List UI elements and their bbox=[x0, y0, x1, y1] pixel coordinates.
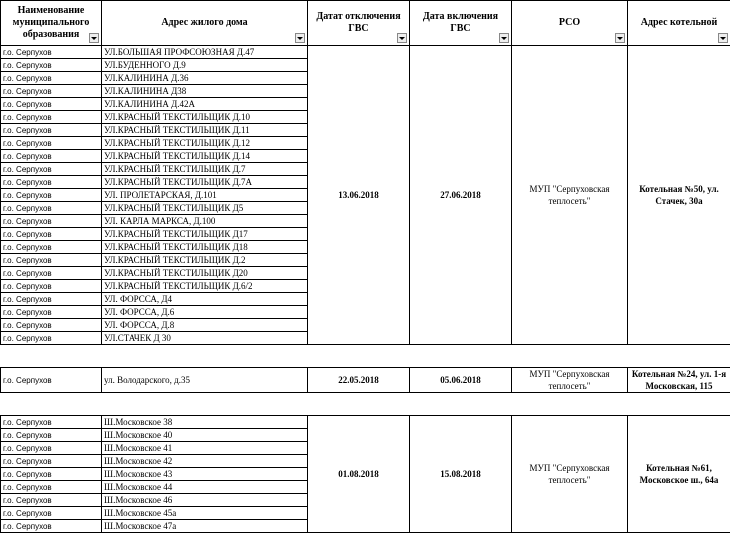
header-address: Адрес жилого дома bbox=[102, 1, 308, 46]
address-cell: УЛ.КАЛИНИНА Д.36 bbox=[102, 72, 308, 85]
rso-cell: МУП "Серпуховская теплосеть" bbox=[512, 46, 628, 345]
table-row bbox=[1, 416, 730, 429]
municipality-cell: г.о. Серпухов bbox=[1, 280, 102, 293]
municipality-cell: г.о. Серпухов bbox=[1, 176, 102, 189]
municipality-cell: г.о. Серпухов bbox=[1, 319, 102, 332]
address-cell: Ш.Московское 45а bbox=[102, 507, 308, 520]
on-date-cell: 27.06.2018 bbox=[410, 46, 512, 345]
municipality-cell: г.о. Серпухов bbox=[1, 137, 102, 150]
filter-dropdown-icon[interactable] bbox=[499, 33, 509, 43]
municipality-cell: г.о. Серпухов bbox=[1, 46, 102, 59]
municipality-cell: г.о. Серпухов bbox=[1, 293, 102, 306]
address-cell: УЛ. ФОРССА, Д4 bbox=[102, 293, 308, 306]
municipality-cell: г.о. Серпухов bbox=[1, 468, 102, 481]
address-cell: УЛ.СТАЧЕК Д 30 bbox=[102, 332, 308, 345]
municipality-cell: г.о. Серпухов bbox=[1, 442, 102, 455]
address-cell: УЛ.КРАСНЫЙ ТЕКСТИЛЬЩИК Д.14 bbox=[102, 150, 308, 163]
rso-cell: МУП "Серпуховская теплосеть" bbox=[512, 416, 628, 533]
address-cell: УЛ. КАРЛА МАРКСА, Д.100 bbox=[102, 215, 308, 228]
spacer-cell bbox=[1, 393, 730, 416]
address-cell: УЛ.БОЛЬШАЯ ПРОФСОЮЗНАЯ Д.47 bbox=[102, 46, 308, 59]
municipality-cell: г.о. Серпухов bbox=[1, 455, 102, 468]
municipality-cell: г.о. Серпухов bbox=[1, 85, 102, 98]
municipality-cell: г.о. Серпухов bbox=[1, 111, 102, 124]
municipality-cell: г.о. Серпухов bbox=[1, 267, 102, 280]
header-row bbox=[1, 1, 730, 46]
address-cell: УЛ.КРАСНЫЙ ТЕКСТИЛЬЩИК Д.7 bbox=[102, 163, 308, 176]
off-date-cell: 22.05.2018 bbox=[308, 368, 410, 393]
boiler-cell: Котельная №24, ул. 1-я Московская, 115 bbox=[628, 368, 730, 393]
address-cell: УЛ.КРАСНЫЙ ТЕКСТИЛЬЩИК Д.11 bbox=[102, 124, 308, 137]
address-cell: УЛ.КРАСНЫЙ ТЕКСТИЛЬЩИК Д5 bbox=[102, 202, 308, 215]
municipality-cell: г.о. Серпухов bbox=[1, 368, 102, 393]
address-cell: Ш.Московское 44 bbox=[102, 481, 308, 494]
address-cell: УЛ.КРАСНЫЙ ТЕКСТИЛЬЩИК Д20 bbox=[102, 267, 308, 280]
address-cell: УЛ.КРАСНЫЙ ТЕКСТИЛЬЩИК Д.12 bbox=[102, 137, 308, 150]
address-cell: УЛ.БУДЕННОГО Д.9 bbox=[102, 59, 308, 72]
municipality-cell: г.о. Серпухов bbox=[1, 98, 102, 111]
municipality-cell: г.о. Серпухов bbox=[1, 254, 102, 267]
municipality-cell: г.о. Серпухов bbox=[1, 332, 102, 345]
address-cell: Ш.Московское 42 bbox=[102, 455, 308, 468]
header-rso: РСО bbox=[512, 1, 628, 46]
address-cell: УЛ.КРАСНЫЙ ТЕКСТИЛЬЩИК Д.7А bbox=[102, 176, 308, 189]
filter-dropdown-icon[interactable] bbox=[615, 33, 625, 43]
filter-dropdown-icon[interactable] bbox=[89, 33, 99, 43]
address-cell: Ш.Московское 47а bbox=[102, 520, 308, 533]
address-cell: Ш.Московское 41 bbox=[102, 442, 308, 455]
address-cell: УЛ.КАЛИНИНА Д.42А bbox=[102, 98, 308, 111]
municipality-cell: г.о. Серпухов bbox=[1, 520, 102, 533]
address-cell: УЛ.КРАСНЫЙ ТЕКСТИЛЬЩИК Д18 bbox=[102, 241, 308, 254]
municipality-cell: г.о. Серпухов bbox=[1, 163, 102, 176]
municipality-cell: г.о. Серпухов bbox=[1, 72, 102, 85]
address-cell: Ш.Московское 38 bbox=[102, 416, 308, 429]
header-on-date: Дата включения ГВС bbox=[410, 1, 512, 46]
municipality-cell: г.о. Серпухов bbox=[1, 429, 102, 442]
table-row bbox=[1, 46, 730, 59]
municipality-cell: г.о. Серпухов bbox=[1, 59, 102, 72]
address-cell: ул. Володарского, д.35 bbox=[102, 368, 308, 393]
address-cell: Ш.Московское 46 bbox=[102, 494, 308, 507]
on-date-cell: 15.08.2018 bbox=[410, 416, 512, 533]
address-cell: УЛ. ФОРССА, Д.6 bbox=[102, 306, 308, 319]
municipality-cell: г.о. Серпухов bbox=[1, 202, 102, 215]
address-cell: УЛ.КРАСНЫЙ ТЕКСТИЛЬЩИК Д.2 bbox=[102, 254, 308, 267]
rso-cell: МУП "Серпуховская теплосеть" bbox=[512, 368, 628, 393]
filter-dropdown-icon[interactable] bbox=[718, 33, 728, 43]
header-boiler: Адрес котельной bbox=[628, 1, 730, 46]
off-date-cell: 01.08.2018 bbox=[308, 416, 410, 533]
spacer-row bbox=[1, 345, 730, 368]
spacer-cell bbox=[1, 345, 730, 368]
boiler-cell: Котельная №50, ул. Стачек, 30а bbox=[628, 46, 730, 345]
boiler-cell: Котельная №61, Московское ш., 64а bbox=[628, 416, 730, 533]
municipality-cell: г.о. Серпухов bbox=[1, 481, 102, 494]
header-municipality: Наименование муниципального образования bbox=[1, 1, 102, 46]
municipality-cell: г.о. Серпухов bbox=[1, 228, 102, 241]
address-cell: Ш.Московское 43 bbox=[102, 468, 308, 481]
spacer-row bbox=[1, 393, 730, 416]
off-date-cell: 13.06.2018 bbox=[308, 46, 410, 345]
header-off-date: Датат отключения ГВС bbox=[308, 1, 410, 46]
filter-dropdown-icon[interactable] bbox=[397, 33, 407, 43]
address-cell: УЛ.КАЛИНИНА Д38 bbox=[102, 85, 308, 98]
address-cell: УЛ.КРАСНЫЙ ТЕКСТИЛЬЩИК Д17 bbox=[102, 228, 308, 241]
filter-dropdown-icon[interactable] bbox=[295, 33, 305, 43]
municipality-cell: г.о. Серпухов bbox=[1, 124, 102, 137]
municipality-cell: г.о. Серпухов bbox=[1, 416, 102, 429]
table-body bbox=[1, 46, 730, 533]
municipality-cell: г.о. Серпухов bbox=[1, 306, 102, 319]
municipality-cell: г.о. Серпухов bbox=[1, 189, 102, 202]
address-cell: УЛ.КРАСНЫЙ ТЕКСТИЛЬЩИК Д.6/2 bbox=[102, 280, 308, 293]
municipality-cell: г.о. Серпухов bbox=[1, 150, 102, 163]
on-date-cell: 05.06.2018 bbox=[410, 368, 512, 393]
table-row bbox=[1, 368, 730, 393]
municipality-cell: г.о. Серпухов bbox=[1, 494, 102, 507]
address-cell: УЛ. ПРОЛЕТАРСКАЯ, Д.101 bbox=[102, 189, 308, 202]
address-cell: УЛ.КРАСНЫЙ ТЕКСТИЛЬЩИК Д.10 bbox=[102, 111, 308, 124]
municipality-cell: г.о. Серпухов bbox=[1, 507, 102, 520]
municipality-cell: г.о. Серпухов bbox=[1, 241, 102, 254]
municipality-cell: г.о. Серпухов bbox=[1, 215, 102, 228]
address-cell: УЛ. ФОРССА, Д.8 bbox=[102, 319, 308, 332]
address-cell: Ш.Московское 40 bbox=[102, 429, 308, 442]
